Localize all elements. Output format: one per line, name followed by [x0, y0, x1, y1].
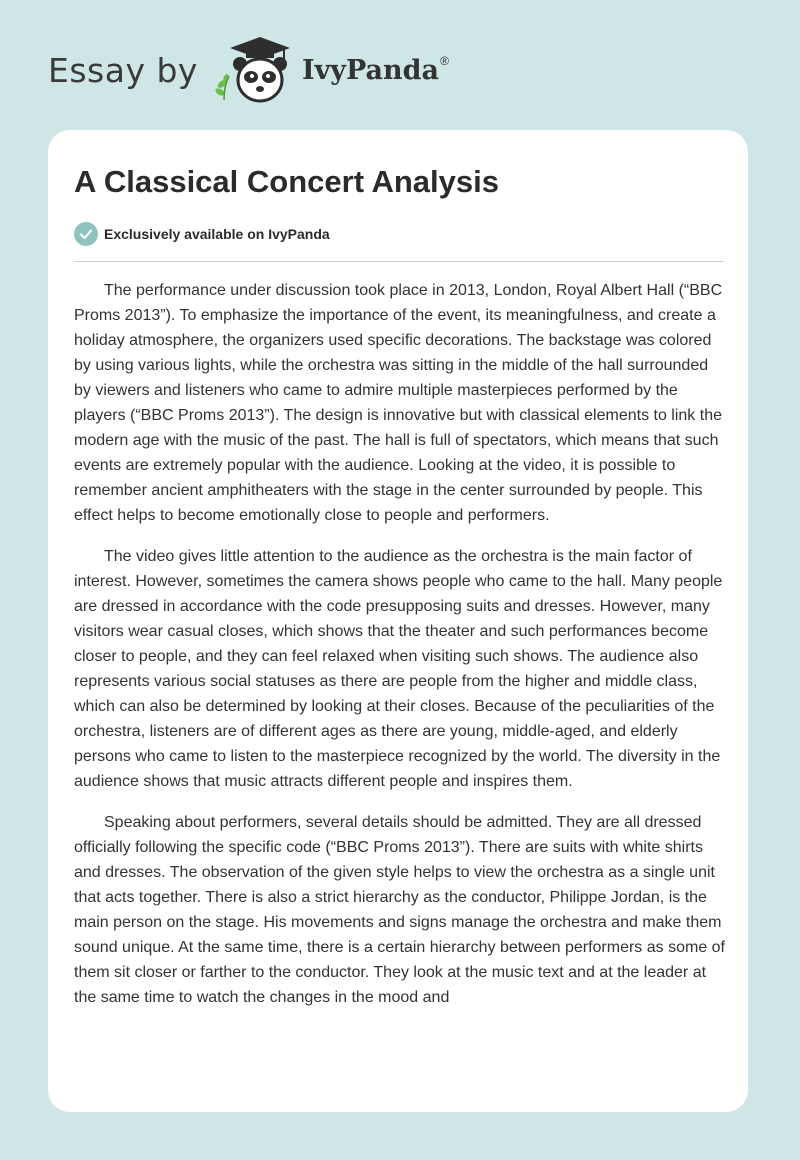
- panda-graduation-cap-icon[interactable]: [212, 34, 296, 106]
- essay-card: [48, 130, 748, 1112]
- brand-name: IvyPanda: [301, 54, 440, 86]
- essay-body: [74, 278, 726, 1026]
- paragraph: The video gives little attention to the audience as the orchestra is the main factor of interest. However, sometimes the camera shows people who came to the hall. Many people are dressed in accordance with the code presupposing suits and dresses. However, many visitors wear casual closes, which shows that the theater and such performances become closer to people, and they can feel relaxed when visiting such shows. The audience also represents various social statuses as there are people from the higher and middle class, which can also be determined by looking at their closes. Because of the peculiarities of the orchestra, listeners are of different ages as there are young, middle-aged, and elderly persons who came to listen to the masterpiece recognized by the world. The diversity in the audience shows that music attracts different people and inspires them.: [74, 548, 723, 790]
- exclusive-badge-text: Exclusively available on IvyPanda: [104, 226, 330, 242]
- paragraph: The performance under discussion took place in 2013, London, Royal Albert Hall (“BBC Proms 2013”). To emphasize the importance of the event, its meaningfulness, and create a holiday atmosphere, the organizers used specific decorations. The backstage was colored by using various lights, while the orchestra was sitting in the middle of the hall surrounded by viewers and listeners who came to admire multiple masterpieces performed by the players (“BBC Proms 2013”). The design is innovative but with classical elements to link the modern age with the music of the past. The hall is full of spectators, which means that such events are extremely popular with the audience. Looking at the video, it is possible to remember ancient amphitheaters with the stage in the center surrounded by people. This effect helps to become emotionally close to people and performers.: [74, 282, 723, 524]
- check-circle-icon: [74, 222, 98, 246]
- registered-mark: ®: [440, 54, 449, 68]
- exclusive-badge: [74, 221, 330, 247]
- brand-prefix: Essay by: [48, 50, 198, 90]
- divider: [74, 261, 724, 262]
- site-header: [48, 30, 488, 110]
- paragraph: Speaking about performers, several details should be admitted. They are all dressed officially following the specific code (“BBC Proms 2013”). There are suits with white shirts and dresses. The observation of the given style helps to view the orchestra as a single unit that acts together. There is also a strict hierarchy as the conductor, Philippe Jordan, is the main person on the stage. His movements and signs manage the orchestra and make them sound unique. At the same time, there is a certain hierarchy between performers as some of them sit closer or farther to the conductor. They look at the music text and at the leader at the same time to watch the changes in the mood and: [74, 814, 725, 1006]
- page-title: A Classical Concert Analysis: [74, 164, 499, 199]
